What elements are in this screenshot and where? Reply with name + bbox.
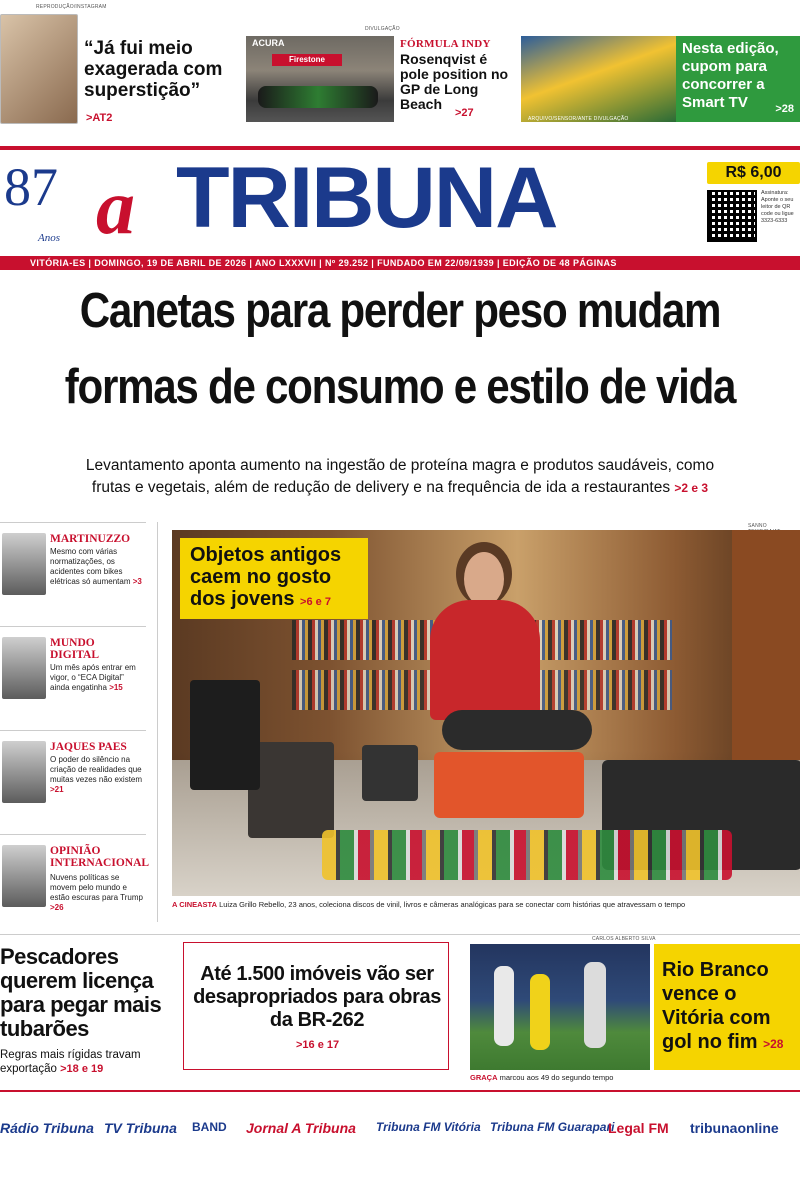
column-item-martinuzzo[interactable]	[0, 522, 146, 626]
film-rolls	[322, 830, 732, 880]
story-pescadores-text: Regras mais rígidas travam exportação >18 e 19	[0, 1049, 141, 1075]
promo-box[interactable]	[676, 36, 800, 122]
avatar	[2, 637, 46, 699]
person-face	[464, 552, 504, 606]
sport-photo[interactable]	[470, 944, 650, 1070]
indy-kicker: FÓRMULA INDY	[400, 38, 491, 50]
feature-label-ref: >6 e 7	[300, 596, 331, 608]
logo-radio-tribuna[interactable]: Rádio Tribuna	[0, 1120, 94, 1136]
logo-tribunaonline[interactable]: tribunaonline	[690, 1120, 779, 1136]
sport-photo-caption: GRAÇA marcou aos 49 do segundo tempo	[470, 1073, 614, 1082]
player-shape	[584, 962, 606, 1048]
promo-photo-credit: ARQUIVO/SENSOR/ANTE DIVULGAÇÃO	[528, 116, 629, 122]
subheadline-text: frutas e vegetais, além de redução de delivery e na frequência de ida a restaurantes	[91, 479, 671, 496]
logo-tv-tribuna[interactable]: TV Tribuna	[104, 1120, 177, 1136]
column-text: Mesmo com várias normatizações, os acidentes com bikes elétricas só aumentam >3	[50, 547, 142, 586]
column-item-mundo-digital[interactable]	[0, 626, 146, 730]
price-badge: R$ 6,00	[707, 162, 800, 184]
teaser-indy-ref[interactable]: >27	[455, 107, 474, 119]
promo-ref: >28	[775, 103, 794, 115]
logo-tribuna[interactable]: TRIBUNA	[176, 150, 557, 246]
column-name: MARTINUZZO	[50, 533, 131, 545]
sport-photo-credit: CARLOS ALBERTO SILVA	[592, 936, 656, 942]
main-headline-line1[interactable]: Canetas para perder peso mudam	[79, 284, 721, 338]
logo-tribuna-fm-vitoria[interactable]: Tribuna FM Vitória	[376, 1120, 481, 1134]
referee-shape	[530, 974, 550, 1050]
video-camera	[190, 680, 260, 790]
person-legs	[442, 710, 592, 750]
logo-tribuna-fm-guarapari[interactable]: Tribuna FM Guarapari	[490, 1120, 615, 1134]
teaser-quote-text[interactable]: “Já fui meio exagerada com superstição”	[84, 38, 223, 101]
subheadline-ref[interactable]: >2 e 3	[674, 481, 709, 495]
logo-band[interactable]: BAND	[192, 1120, 227, 1134]
teaser-quote-ref[interactable]: >AT2	[86, 112, 113, 124]
feature-label-text: Objetos antigos caem no gosto dos jovens	[190, 544, 342, 610]
twin-lens-camera	[248, 742, 334, 838]
story-imoveis-ref: >16 e 17	[296, 1039, 340, 1051]
qr-instructions: Assinatura: Aponte o seu leitor de QR code ou ligue 3323-6333	[761, 190, 794, 224]
column-text: Um mês após entrar em vigor, o “ECA Digital” ainda engatinha >15	[50, 663, 136, 692]
story-rio-branco-box[interactable]	[654, 944, 800, 1070]
indy-photo-credit: DIVULGAÇÃO	[365, 26, 400, 32]
player-shape	[494, 966, 514, 1046]
column-text: Nuvens políticas se movem pelo mundo e estão escuras para Trump >26	[50, 873, 143, 912]
footer-logos-row	[0, 1106, 800, 1152]
promo-text: Nesta edição, cupom para concorrer a Smart TV	[682, 40, 779, 111]
avatar	[2, 845, 46, 907]
main-headline-line2[interactable]: formas de consumo e estilo de vida	[64, 360, 736, 414]
column-text: O poder do silêncio na criação de realidades que muitas vezes não existem >21	[50, 755, 143, 794]
avatar	[2, 533, 46, 595]
box-camera	[362, 745, 418, 801]
teaser-indy-text[interactable]: Rosenqvist é pole position no GP de Long Beach	[400, 51, 509, 112]
column-name: MUNDO DIGITAL	[50, 637, 99, 661]
logo-legal-fm[interactable]: Legal FM	[608, 1120, 669, 1136]
story-rio-branco-title: Rio Branco vence o Vitória com gol no fim >28	[662, 959, 784, 1053]
main-photo[interactable]	[172, 530, 800, 896]
person-shirt	[430, 600, 540, 720]
typewriter	[434, 752, 584, 818]
story-pescadores-title[interactable]: Pescadores querem licença para pegar mais tubarões	[0, 944, 162, 1041]
sidebar-divider	[157, 522, 158, 922]
column-item-opiniao-internacional[interactable]	[0, 834, 150, 938]
main-photo-caption: A CINEASTA Luiza Grillo Rebello, 23 anos, coleciona discos de vinil, livros e câmeras analógicas para se conectar com histórias que atravessam o tempo	[172, 900, 686, 909]
indy-banner-text: ACURA	[252, 38, 285, 48]
indy-sponsor-sign: Firestone	[272, 54, 342, 66]
main-photo-credit: SANNO	[748, 523, 767, 529]
column-name: OPINIÃO INTERNACIONAL	[50, 845, 150, 869]
anniversary-number: 87	[4, 157, 58, 217]
column-item-jaques-paes[interactable]	[0, 730, 146, 834]
edition-info-bar: VITÓRIA-ES | DOMINGO, 19 DE ABRIL DE 2026 | ANO LXXXVII | Nº 29.252 | FUNDADO EM 22/09/1939 | EDIÇÃO DE 48 PÁGINAS	[0, 256, 800, 270]
story-imoveis-title: Até 1.500 imóveis vão ser desapropriados para obras da BR-262	[193, 963, 441, 1031]
teaser-quote-photo[interactable]	[0, 14, 78, 124]
feature-label[interactable]	[180, 538, 368, 619]
subheadline-line1: Levantamento aponta aumento na ingestão de proteína magra e produtos saudáveis, como	[85, 457, 715, 474]
subheadline-line2	[0, 478, 800, 498]
race-car-shape	[258, 86, 378, 108]
footer-rule	[0, 1090, 800, 1092]
story-imoveis-box[interactable]	[183, 942, 449, 1070]
wooden-door	[732, 530, 800, 760]
logo-a[interactable]: a	[96, 163, 135, 250]
bottom-divider	[0, 934, 800, 935]
anniversary-word: Anos	[38, 232, 60, 244]
teaser-indy-photo[interactable]	[246, 36, 394, 122]
teaser-promo-photo[interactable]	[521, 36, 676, 122]
qr-code-icon[interactable]	[707, 190, 757, 242]
avatar	[2, 741, 46, 803]
column-name: JAQUES PAES	[50, 741, 127, 753]
quote-photo-credit: REPRODUÇÃO/INSTAGRAM	[36, 4, 107, 10]
logo-jornal-a-tribuna[interactable]: Jornal A Tribuna	[246, 1120, 356, 1136]
